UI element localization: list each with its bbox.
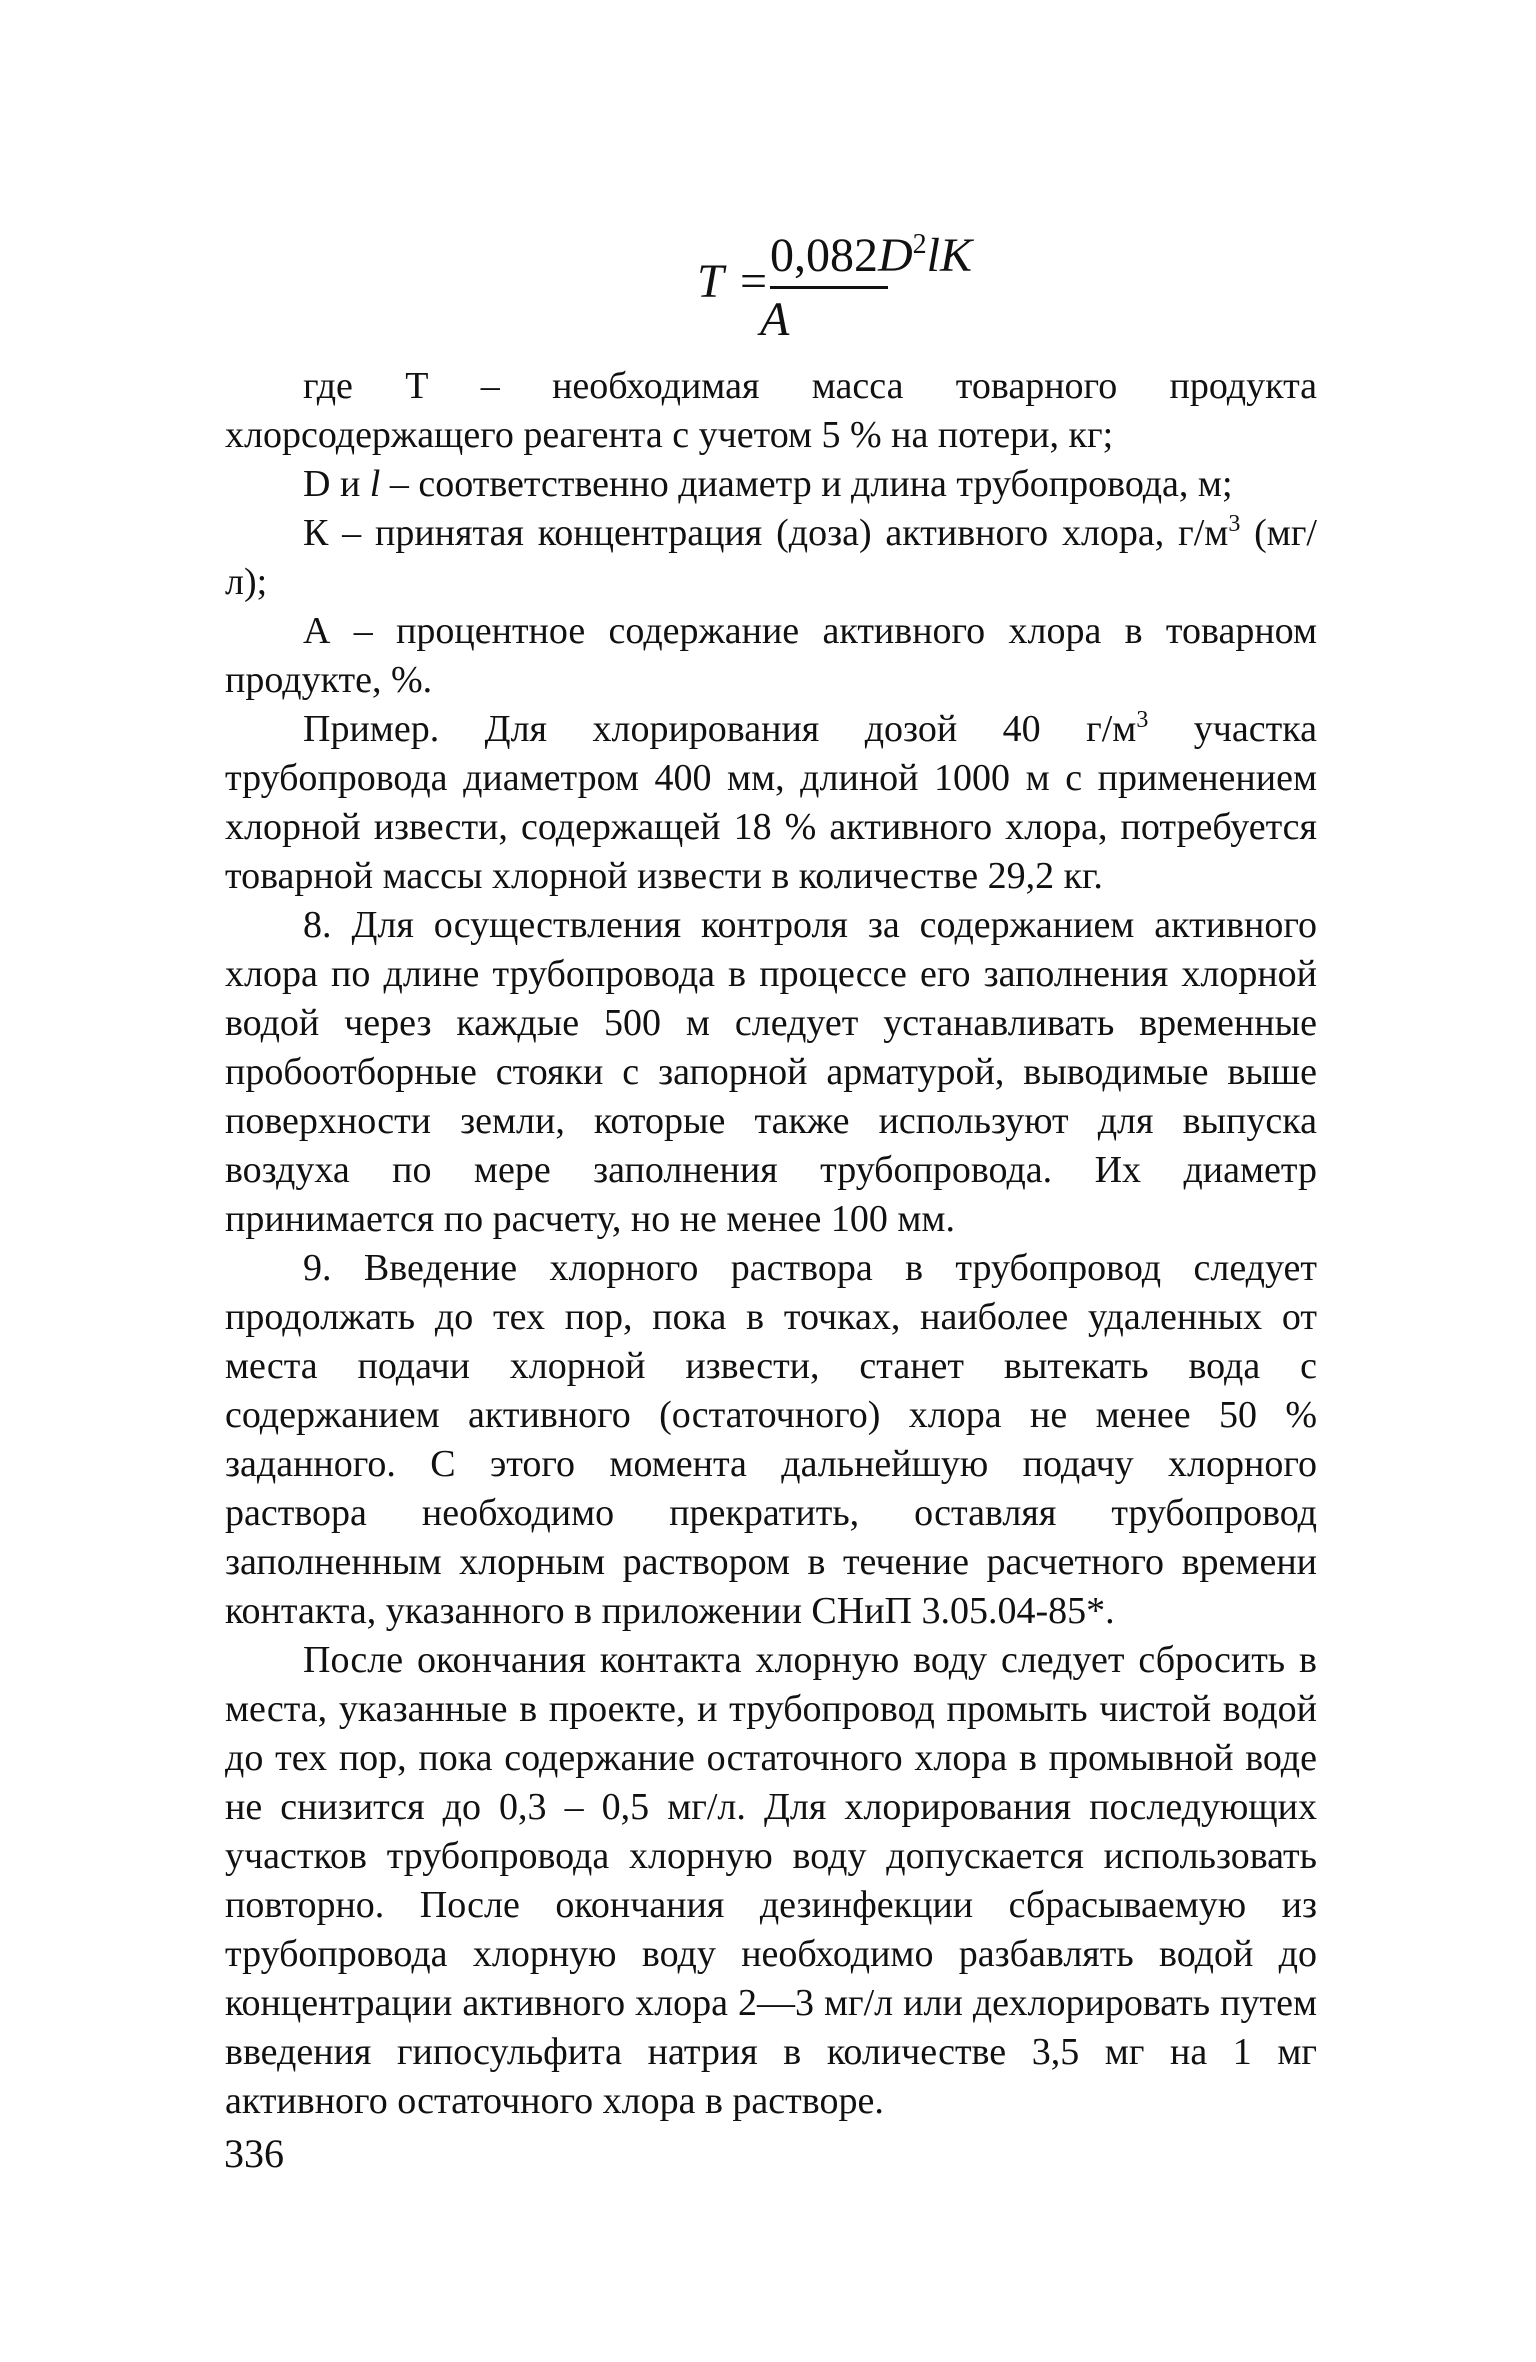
example-a: Пример. Для хлорирования дозой 40 г/м [303,708,1137,750]
definition-k-a: К – принятая концентрация (доза) активного хлора, г/м [303,512,1229,554]
definition-a: А – процентное содержание активного хлора в товарном продукте, %. [225,610,1317,701]
formula-coef: 0,082 [770,229,878,282]
example-paragraph [225,705,1317,901]
formula-denominator: A [760,293,790,346]
definition-d-l [225,460,1317,509]
definition-t: где Т – необходимая масса товарного продукта хлорсодержащего реагента с учетом 5 % на потери, кг; [225,365,1317,456]
paragraph-10: После окончания контакта хлорную воду следует сбросить в места, указанные в проекте, и трубопровод промыть чистой водой до тех пор, пока содержание остаточного хлора в промывной воде не снизится до 0,3 – 0,5 мг/л. Для хлорирования последующих участков трубопровода хлорную воду допускается использовать повторно. После окончания дезинфекции сбрасываемую из трубопровода хлорную воду необходимо разбавлять водой до концентрации активного хлора 2—3 мг/л или дехлорировать путем введения гипосульфита натрия в количестве 3,5 мг на 1 мг активного остаточного хлора в растворе. [225,1639,1317,2122]
formula-numerator [770,228,973,283]
paragraph-8: 8. Для осуществления контроля за содержанием активного хлора по длине трубопровода в процессе его заполнения хлорной водой через каждые 500 м следует устанавливать временные пробоотборные стояки с запорной арматурой, выводимые выше поверхности земли, которые также используют для выпуска воздуха по мере заполнения трубопровода. Их диаметр принимается по расчету, но не менее 100 мм. [225,904,1317,1240]
formula-d: D [878,229,913,282]
example-b: участка трубопровода диаметром 400 мм, длиной 1000 м с применением хлорной извести, содержащей 18 % активного хлора, потребуется товарной массы хлорной извести в количестве 29,2 кг. [225,708,1318,897]
definition-d-l-b: – соответственно диаметр и длина трубопровода, м; [380,463,1233,505]
paragraph-9: 9. Введение хлорного раствора в трубопровод следует продолжать до тех пор, пока в точках, наиболее удаленных от места подачи хлорной извести, станет вытекать вода с содержанием активного (остаточного) хлора не менее 50 % заданного. С этого момента дальнейшую подачу хлорного раствора необходимо прекратить, оставляя трубопровод заполненным хлорным раствором в течение расчетного времени контакта, указанного в приложении СНиП 3.05.04-85*. [225,1247,1317,1632]
formula-equals: = [740,255,768,308]
body-text [225,362,1317,2126]
definition-k-sup: 3 [1228,511,1241,537]
formula-lk: lK [926,229,973,282]
formula [0,222,1536,352]
example-sup: 3 [1136,707,1149,733]
formula-exponent: 2 [912,229,927,260]
definition-k [225,509,1317,607]
definition-d-l-a: D и [303,463,370,505]
page-number: 336 [224,2131,284,2176]
formula-lhs: T [697,255,724,308]
definition-k-b: (мг/л); [225,512,1317,603]
fraction-bar [770,286,888,289]
definition-l-symbol: l [369,463,381,505]
